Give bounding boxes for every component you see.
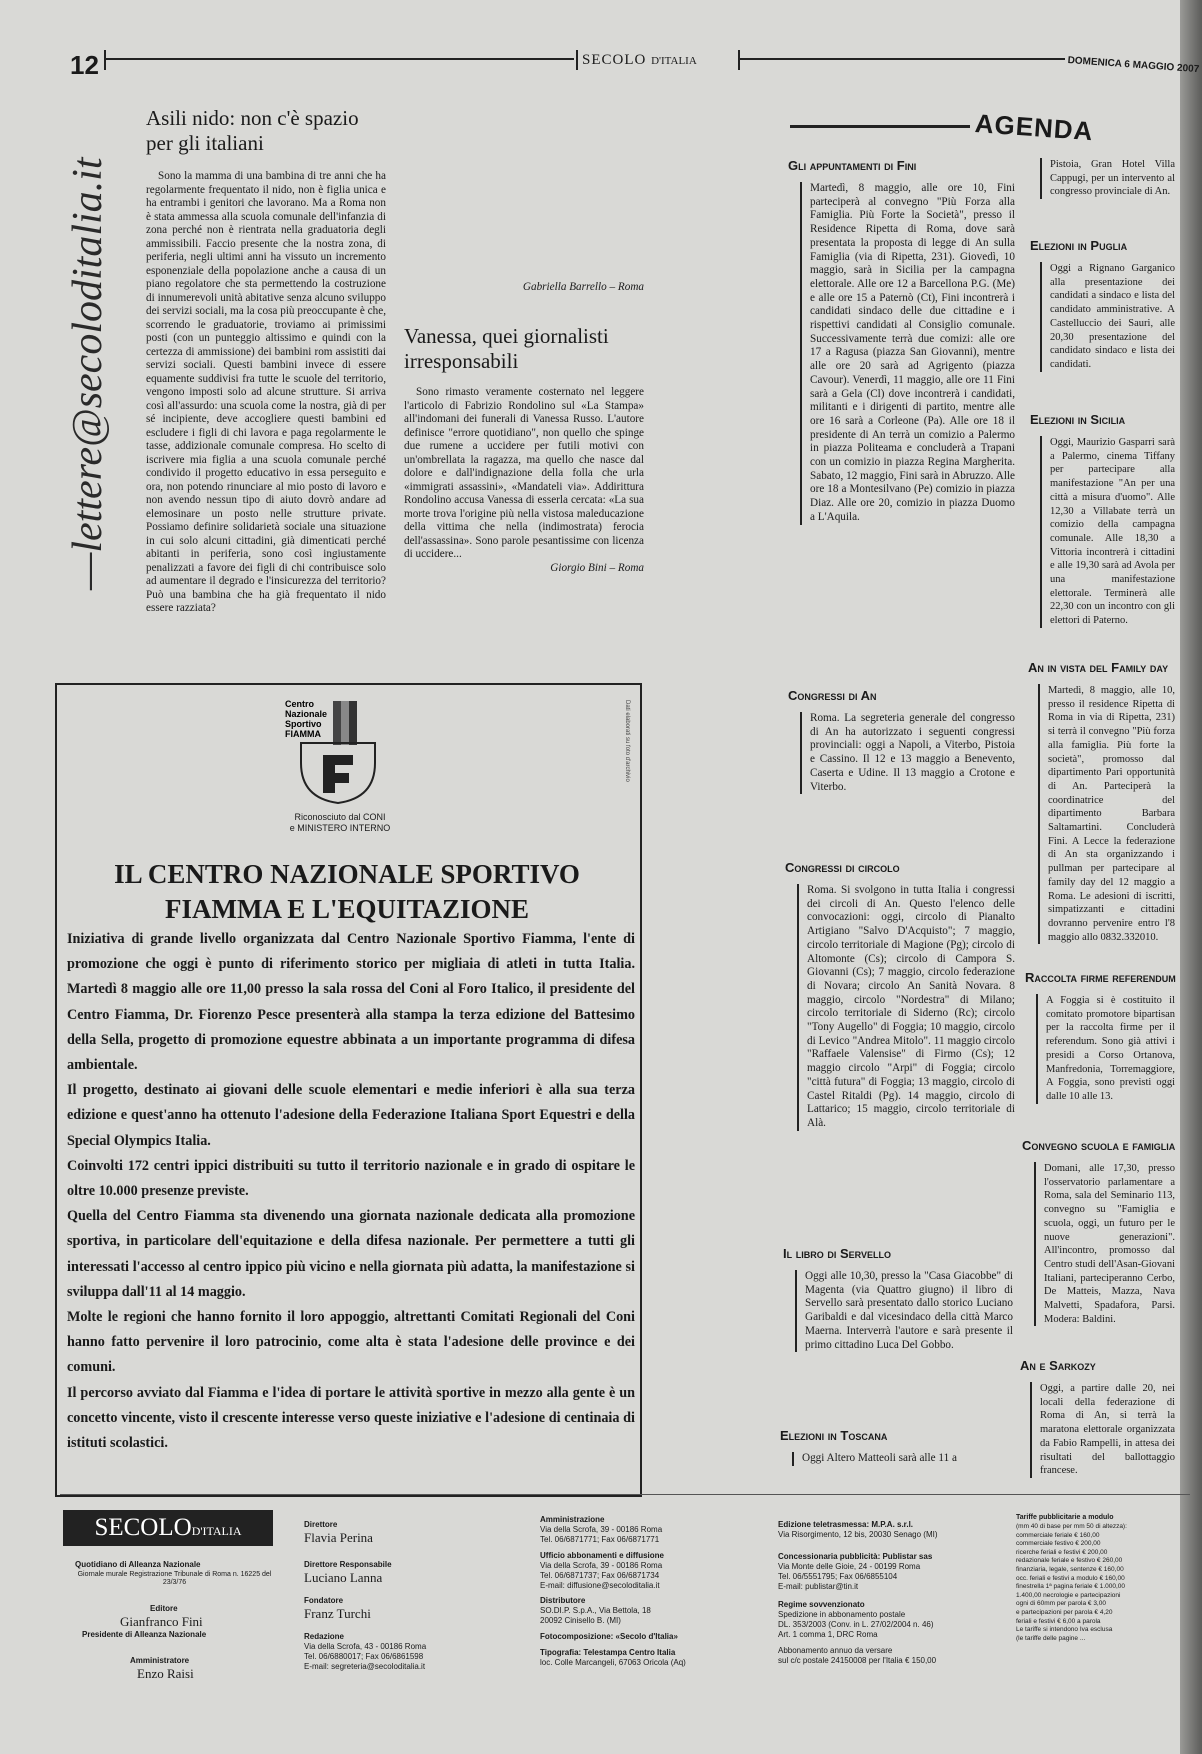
footer-rule — [60, 1494, 1190, 1495]
footer-redazione: Via della Scrofa, 43 - 00186 Roma Tel. 06/6880017; Fax 06/6861598 E-mail: segreteria@secoloditalia.it — [304, 1642, 427, 1671]
footer-abb: Via della Scrofa, 39 - 00186 Roma Tel. 06/6871737; Fax 06/6871734 E-mail: diffusione@secoloditalia.it — [540, 1561, 663, 1590]
agenda-heading: Convegno scuola e famiglia — [1022, 1138, 1176, 1153]
footer-label: Regime sovvenzionato — [778, 1600, 865, 1609]
letter-title: Vanessa, quei giornalisti irresponsabili — [404, 324, 609, 373]
agenda-text: Martedì, 8 maggio, alle 10, presso il residence Ripetta di Roma in via di Ripetta, 231) si terrà il convegno "Più forza alla famiglia. Più forte la società", promosso dal dipartimento Pari opportunità di An. Parteciperà la coordinatrice del dipartimento Barbara Saltamartini. Concluderà Fini. A Lecce la federazione di An sta organizzando i pullman per partecipare al family day del 12 maggio a Roma. Le adesioni di iscritti, simpatizzanti e cittadini dovranno pervenire entro l'8 maggio allo 0832.332010. — [1038, 684, 1175, 944]
svg-text:Centro: Centro — [285, 699, 314, 709]
agenda-text: A Foggia si è costituito il comitato promotore bipartisan per la raccolta firme per il referendum. Sono già attivi i presidi a Corso Ortanova, Manfredonia, Torremaggiore, A Foggia, sono previsti oggi dalle 10 alle 13. — [1036, 994, 1175, 1104]
agenda-heading: Congressi di An — [788, 688, 877, 703]
letters-email[interactable]: —lettere@secoloditalia.it — [65, 157, 111, 590]
footer-label: Redazione — [304, 1632, 345, 1641]
agenda-heading: Congressi di circolo — [785, 860, 900, 875]
agenda-heading: Il libro di Servello — [783, 1246, 891, 1261]
svg-text:Sportivo: Sportivo — [285, 719, 322, 729]
footer-label: Presidente di Alleanza Nazionale — [82, 1630, 207, 1639]
page-binding-edge — [1180, 0, 1202, 1754]
footer-name: Enzo Raisi — [137, 1666, 194, 1681]
agenda-text: Oggi Altero Matteoli sarà alle 11 a — [792, 1452, 1012, 1466]
letter-body: Sono rimasto veramente costernato nel leggere l'articolo di Fabrizio Rondolino sul «La Stampa» all'indomani dei funerali di Vanessa Russo. L'autore definisce "errore quotidiano", non quello che spinge due rumene a uccidere per futili motivi con un'ombrellata la ragazza, ma quello che nasce dal dolore e dall'indignazione della folla che urla «immigrati assassini», «Mandateli via». Addirittura Rondolino accusa Vanessa di esserla cercata: «La sua morte trova l'origine più nella vistosa maleducazione della vittima che nella (indimostrata) ferocia dell'assassina». Sono parole pesantissime con licenza di uccidere... Giorgio Bini – Roma — [404, 386, 644, 574]
paper-title: SECOLO D'ITALIA — [582, 52, 697, 68]
fiamma-logo-icon — [283, 693, 383, 808]
footer-name: Gianfranco Fini — [120, 1614, 203, 1629]
agenda-title: AGENDA — [973, 108, 1095, 147]
footer-tariffe: (mm 40 di base per mm 50 di altezza): commerciale feriale € 160,00 commerciale festivo € 200,00 ricerche feriali e festivi € 200,00 redazionale feriale e festivo € 260,00 finanziaria, legale, sentenze € 160,00 occ. feriali e festivi a modulo € 160,00 finestrella 1ª pagina feriale € 1.000,00 1.400,00 necrologie e partecipazioni ogni di 60mm per parola € 3,00 e partecipazioni per parola € 4,20 feriali e festivi € 6,00 a parola Le tariffe si intendono Iva esclusa (le tariffe delle pagine ... — [1016, 1523, 1127, 1642]
footer-registrazione: Giornale murale Registrazione Tribunale di Roma n. 16225 del 23/3/76 — [77, 1571, 272, 1586]
footer-quotidiano: Quotidiano di Alleanza Nazionale — [75, 1560, 201, 1569]
footer-pubbl: Via Monte delle Gioie, 24 - 00199 Roma Tel. 06/5551795; Fax 06/6855104 E-mail: publistar@tin.it — [778, 1562, 921, 1591]
svg-text:Nazionale: Nazionale — [285, 709, 328, 719]
footer-label: Concessionaria pubblicità: Publistar sas — [778, 1552, 933, 1561]
footer-name: Luciano Lanna — [304, 1570, 383, 1585]
agenda-text: Oggi alle 10,30, presso la "Casa Giacobbe" di Magenta (via Quattro giugno) il libro di Servello sarà presentato dallo storico Luciano Garibaldi e dal vicesindaco della città Marco Maerna. Interverrà l'autore e sarà presente il primo cittadino Luca Del Gobbo. — [795, 1270, 1013, 1352]
footer-label: Edizione teletrasmessa: M.P.A. s.r.l. — [778, 1520, 914, 1529]
ad-body: Iniziativa di grande livello organizzata dal Centro Nazionale Sportivo Fiamma, l'ente di promozione che oggi è punto di riferimento storico per migliaia di atleti in tutta Italia. Martedì 8 maggio alle ore 11,00 presso la sala rossa del Coni al Foro Italico, il presidente del Centro Fiamma, Dr. Fiorenzo Pesce presenterà alla stampa la terza edizione del Battesimo della Sella, progetto di promozione equestre abbinata a un importante programma di difesa ambientale. Il progetto, destinato ai giovani delle scuole elementari e medie inferiori è alla sua terza edizione e quest'anno ha ottenuto l'adesione della Federazione Italiana Sport Equestri e della Special Olympics Italia. Coinvolti 172 centri ippici distribuiti su tutto il territorio nazionale e in grado di ospitare le oltre 10.000 presenze previste. Quella del Centro Fiamma sta divenendo una giornata nazionale dedicata alla promozione sportiva, in particolare dell'equitazione e della difesa nazionale. Per permettere a tutti gli interessati l'accesso al centro ippico più vicino e nella giornata più adatta, la manifestazione si sviluppa dall'11 al 14 maggio. Molte le regioni che hanno fornito il loro appoggio, altrettanti Comitati Regionali del Coni hanno fatto pervenire il loro patrocinio, come alta è stata l'adesione delle province e dei comuni. Il percorso avviato dal Fiamma e l'idea di portare le attività sportive in mezzo alla gente è un concetto vincente, visto il crescente interesse verso queste iniziative e l'adesione di centinaia di istituti scolastici. — [67, 931, 635, 1452]
agenda-heading: An e Sarkozy — [1020, 1358, 1096, 1373]
agenda-text: Martedì, 8 maggio, alle ore 10, Fini parteciperà al convegno "Più Forza alla Famiglia. Più Forte la Società", presso il Residence Ripetta di Roma, dove sarà presentata la proposta di legge di An sulla Famiglia (via di Ripetta, 231). Giovedì, 10 maggio, sarà in Sicilia per la campagna elettorale. Alle ore 12 a Barcellona P.G. (Me) e alle ore 15 a Paternò (Ct), Fini incontrerà i candidati sindaco delle due cittadine e i rispettivi candidati al Consiglio comunale. Successivamente terrà due comizi: alle ore 17 a Ragusa (piazza San Giovanni), mentre alle ore 20 sarà ad Agrigento (piazza Cavour). Venerdì, 11 maggio, alle ore 11 Fini sarà a Gela (Cl) dove incontrerà i candidati, militanti e i dirigenti di partito, mentre alle ore 16 sarà a Corleone (Pa). Alle ore 18 il presidente di An terrà un comizio a Palermo in piazza Politeama e concluderà a Trapani con un comizio in piazza Regina Margherita. Sabato, 12 maggio, Fini sarà in Abruzzo. Alle ore 18 a Montesilvano (Pe) comizio in piazza Diaz. Alle ore 20, comizio in piazza Duomo a L'Aquila. — [800, 182, 1015, 525]
agenda-text: Oggi a Rignano Garganico alla presentazione dei candidati a sindaco e lista del candidato amministrative. A Castelluccio dei Sauri, alle 20,30 presentazione del candidato sindaco e lista dei candidati. — [1040, 262, 1175, 372]
agenda-rule — [790, 125, 970, 128]
footer-amm: Via della Scrofa, 39 - 00186 Roma Tel. 06/6871771; Fax 06/6871771 — [540, 1525, 663, 1544]
footer-label: Distributore — [540, 1596, 586, 1605]
agenda-heading: Elezioni in Toscana — [780, 1428, 888, 1443]
footer-label: Tipografia: Telestampa Centro Italia — [540, 1648, 676, 1657]
agenda-text: Roma. La segreteria generale del congresso di An ha autorizzato i seguenti congressi provinciali: oggi a Napoli, a Viterbo, Pistoia e Cassino. Il 12 e 13 maggio a Benevento, Caserta e Udine. Il 13 maggio a Crotone e Viterbo. — [800, 712, 1015, 794]
footer-distr: SO.DI.P. S.p.A., Via Bettola, 18 20092 Cinisello B. (MI) — [540, 1606, 651, 1625]
photo-credit: Dati elaborati su foto d'archivio — [624, 700, 630, 782]
footer-label: Editore — [150, 1604, 178, 1613]
letter-body: Sono la mamma di una bambina di tre anni che ha regolarmente frequentato il nido, non è figlia unica e ha entrambi i genitori che lavorano. Ma a Roma non è stata ammessa alla scuola comunale dell'infanzia di zona perché non è rientrata nella graduatoria degli ammissibili. Faccio presente che la nostra zona, di periferia, negli ultimi anni ha vissuto un incremento esponenziale della popolazione anche a causa di un piano regolatore che sta permettendo la costruzione di innumerevoli unità abitative senza alcuno sviluppo dei servizi sociali, ma la cosa più preoccupante è che, scorrendo le graduatorie, troviamo ai primissimi posti (con un punteggio altissimo e quindi con la certezza di ammissione) dei bambini rom assistiti dai servizi sociali. Questi bambini invece di essere equamente suddivisi fra tutte le scuole del territorio, vengono imposti solo ad alcune strutture. Si arriva così all'assurdo: una scuola come la nostra, già di per sé incipiente, deve accogliere questi bambini ed escludere i figli di chi lavora e paga regolarmente le tasse, addizionale comunale compresa. Ho scelto di iscrivere mia figlia a una scuola comunale perché condivido il progetto educativo in essa perseguito e ora, non potendo rinunciare al mio posto di lavoro e non avendo nessun tipo di aiuto dovrò andare ad elemosinare un posto nelle strutture private. Possiamo definire solidarietà sociale una situazione in cui solo alcuni cittadini, già dimenticati perché abitanti in periferia, sono così ingiustamente penalizzati a favore dei figli di chi contribuisce solo ad aumentare il degrado e l'insicurezza del territorio? Può una bambina che ha già frequentato il nido essere razziata? — [146, 170, 386, 614]
footer-ed-tel: Via Risorgimento, 12 bis, 20030 Senago (MI) — [778, 1530, 938, 1539]
agenda-heading: Elezioni in Puglia — [1030, 238, 1128, 253]
letter-body-col1 — [146, 170, 386, 650]
agenda-text: Oggi, a partire dalle 20, nei locali della federazione di Roma di An, si terrà la maratona elettorale organizzata da Fabio Rampelli, in attesa dei risultati del ballottaggio francese. — [1030, 1382, 1175, 1478]
header-divider — [104, 50, 106, 70]
agenda-heading: Raccolta firme referendum — [1025, 970, 1176, 985]
footer-label: Amministratore — [130, 1656, 190, 1665]
footer-label: Ufficio abbonamenti e diffusione — [540, 1551, 665, 1560]
footer-label: Tariffe pubblicitarie a modulo — [1016, 1514, 1114, 1521]
agenda-text: Roma. Si svolgono in tutta Italia i congressi dei circoli di An. Questo l'elenco delle convocazioni: oggi, circolo di Pianalto Artigiano "Salvo D'Acquisto"; 7 maggio, circolo territoriale di Magione (Pg); circolo di Altomonte (Cs); circolo di Campora S. Giovanni (Cs); 7 maggio, circolo federazione di Novara; circolo An Sanità Novara. 8 maggio, circolo "Nordestra" di Milano; circolo territoriale di Siderno (Rc); circolo "Tony Augello" di Foggia; 10 maggio, circolo di Levico "Andrea Mitolo". 11 maggio circolo "Raffaele Valensise" di Firmo (Cs); 12 maggio circolo "Arpi" di Foggia; circolo "città futura" di Foggia; 13 maggio, circolo di Castel Ritaldi (Pg). 14 maggio, circolo di Lattarico; 15 maggio, circolo territoriale di Alà. — [797, 884, 1015, 1131]
footer-abbonamento: Abbonamento annuo da versare sul c/c postale 24150008 per l'Italia € 150,00 — [778, 1646, 937, 1665]
letter-signature: Gabriella Barrello – Roma — [522, 281, 644, 293]
agenda-heading: An in vista del Family day — [1028, 660, 1169, 675]
footer-label: Fotocomposizione: «Secolo d'Italia» — [540, 1632, 678, 1641]
footer-label: Fondatore — [304, 1596, 344, 1605]
agenda-heading: Gli appuntamenti di Fini — [788, 158, 917, 173]
header-divider — [738, 50, 740, 70]
header-rule-left — [104, 58, 574, 60]
page-number: 12 — [70, 50, 99, 80]
agenda-heading: Elezioni in Sicilia — [1030, 412, 1126, 427]
issue-date: DOMENICA 6 MAGGIO 2007 — [1067, 55, 1200, 76]
agenda-text: Domani, alle 17,30, presso l'osservatorio parlamentare a Roma, sala del Seminario 113, convegno su "Famiglia e scuola, oggi, un futuro per le nuove generazioni". All'incontro, promosso dal Centro studi dell'Asan-Giovani Italiani, parteciperanno Cerbo, De Matteis, Mazza, Nava Malvetti, Spadafora, Parsi. Modera: Baldini. — [1034, 1162, 1175, 1326]
footer-label: Direttore — [304, 1520, 338, 1529]
footer-logo: SECOLOD'ITALIA — [63, 1510, 273, 1546]
footer-label: Direttore Responsabile — [304, 1560, 392, 1569]
svg-text:FIAMMA: FIAMMA — [285, 729, 321, 739]
footer-name: Franz Turchi — [304, 1606, 371, 1621]
footer-tipografia: loc. Colle Marcangeli, 67063 Oricola (Aq) — [540, 1658, 686, 1667]
agenda-text: Pistoia, Gran Hotel Villa Cappugi, per un intervento al congresso provinciale di An. — [1040, 158, 1175, 199]
footer-name: Flavia Perina — [304, 1530, 373, 1545]
logo-caption: Riconosciuto dal CONI e MINISTERO INTERNO — [289, 812, 391, 833]
footer-sovv: Spedizione in abbonamento postale DL. 353/2003 (Conv. in L. 27/02/2004 n. 46) Art. 1 comma 1, DRC Roma — [778, 1610, 934, 1639]
agenda-text: Oggi, Maurizio Gasparri sarà a Palermo, cinema Tiffany per partecipare alla manifestazione "An per una città a misura d'uomo". Alle 12,30 a Villabate terrà un comizio della campagna comunale. Alle 18,30 a Vittoria incontrerà i cittadini e alle 19,30 sarà ad Avola per una manifestazione elettorale. Terminerà alle 22,30 con un incontro con gli elettori di Paterno. — [1040, 436, 1175, 628]
header-divider — [576, 50, 578, 70]
footer-label: Amministrazione — [540, 1515, 605, 1524]
letter-title: Asili nido: non c'è spazio per gli italiani — [146, 106, 359, 155]
header-rule-right — [740, 58, 1065, 60]
ad-title: IL CENTRO NAZIONALE SPORTIVO FIAMMA E L'EQUITAZIONE — [114, 859, 580, 924]
